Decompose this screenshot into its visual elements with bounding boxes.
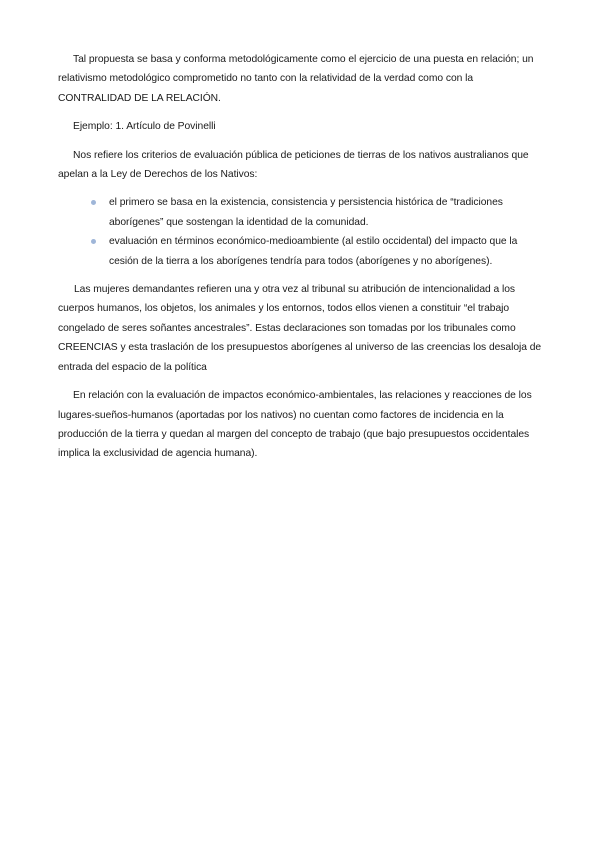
paragraph-claimants: Las mujeres demandantes refieren una y otra vez al tribunal su atribución de intencionalidad a los cuerpos humanos, los objetos, los animales y los entornos, todos ellos vienen a constituir “el trabajo congelado de seres soñantes ancestrales”. Estas declaraciones son tomadas por los tribunales como CREENCIAS y esta traslación de los presupuestos aborígenes al universo de las creencias los desaloja de entrada del espacio de la política bbox=[58, 284, 542, 373]
list-item bbox=[58, 193, 542, 232]
list-item-text: el primero se basa en la existencia, consistencia y persistencia histórica de “tradiciones aborígenes” que sostengan la identidad de la comunidad. bbox=[109, 197, 503, 228]
document-body bbox=[58, 50, 542, 473]
criteria-list bbox=[58, 193, 542, 271]
paragraph-impacts: En relación con la evaluación de impactos económico-ambientales, las relaciones y reacciones de los lugares-sueños-humanos (aportadas por los nativos) no cuentan como factores de incidencia en la producción de la tierra y quedan al margen del concepto de trabajo (que bajo presupuestos occidentales implica la exclusividad de agencia humana). bbox=[58, 390, 532, 460]
paragraph-methodology: Tal propuesta se basa y conforma metodológicamente como el ejercicio de una puesta en relación; un relativismo metodológico comprometido no tanto con la relatividad de la verdad como con la CONTRALIDAD DE LA RELACIÓN. bbox=[58, 54, 534, 104]
paragraph-criteria-intro: Nos refiere los criterios de evaluación pública de peticiones de tierras de los nativos australianos que apelan a la Ley de Derechos de los Nativos: bbox=[58, 149, 529, 181]
list-item bbox=[58, 232, 542, 271]
example-heading: Ejemplo: 1. Artículo de Povinelli bbox=[73, 121, 216, 133]
bullet-dot-icon bbox=[91, 239, 96, 244]
bullet-dot-icon bbox=[91, 200, 96, 205]
list-item-text: evaluación en términos económico-medioambiente (al estilo occidental) del impacto que la cesión de la tierra a los aborígenes tendría para todos (aborígenes y no aborígenes). bbox=[109, 236, 518, 267]
